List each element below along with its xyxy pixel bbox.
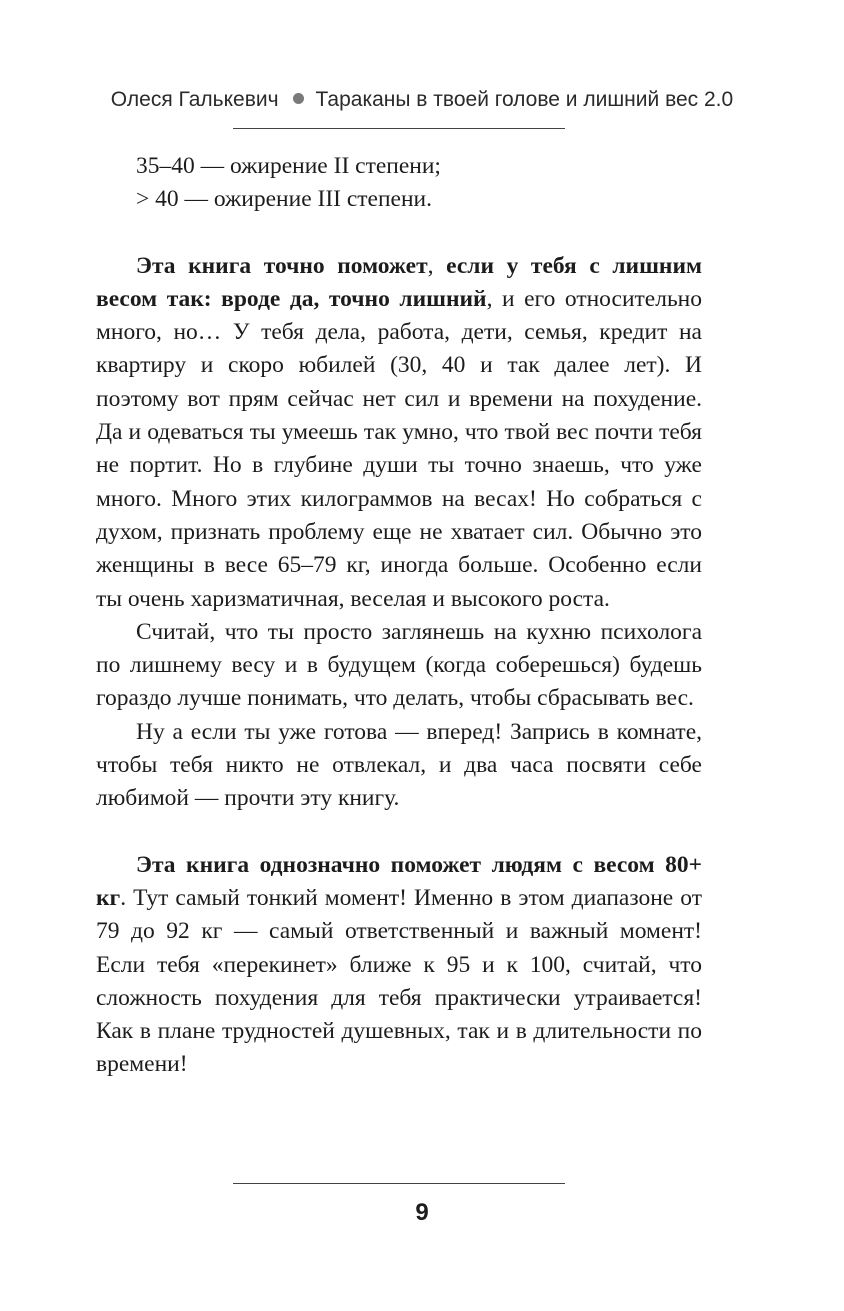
paragraph-gap bbox=[96, 217, 702, 250]
paragraph-4-text: . Тут самый тонкий момент! Именно в этом диапазоне от 79 до 92 кг — самый ответственный и важный момент! Если тебя «перекинет» ближе к 95 и к 100, считай, что сложность похудения для тебя практически утраивается! Как в плане трудностей душевных, так и в длительности по времени! bbox=[96, 884, 702, 1078]
paragraph-4 bbox=[96, 849, 702, 1082]
paragraph-4-bold-lead: Эта книга однозначно поможет людям с весом 80+ кг bbox=[96, 851, 702, 911]
running-header bbox=[0, 86, 844, 114]
bullet-dot-icon bbox=[293, 93, 304, 104]
paragraph-1-bold-lead: Эта книга точно поможет bbox=[136, 252, 428, 279]
paragraph-1-text: , и его относительно много, но… У тебя дела, работа, дети, семья, кредит на квартиру и скоро юбилей (30, 40 и так далее лет). И поэтому вот прям сейчас нет сил и времени на похудение. Да и одеваться ты умеешь так умно, что твой вес почти тебя не портит. Но в глубине души ты точно знаешь, что уже много. Много этих килограммов на весах! Но собраться с духом, признать проблему еще не хватает сил. Обычно это женщины в весе 65–79 кг, иногда больше. Особенно если ты очень харизматичная, веселая и высокого роста. bbox=[96, 285, 702, 612]
paragraph-1-separator: , bbox=[427, 252, 447, 279]
paragraph-1-bold-condition: если у тебя с лишним весом так: вроде да, точно лишний bbox=[96, 252, 703, 312]
header-book-title: Тараканы в твоей голове и лишний вес 2.0 bbox=[315, 88, 734, 111]
page-number: 9 bbox=[415, 1199, 429, 1226]
list-line-1: 35–40 — ожирение II степени; bbox=[136, 153, 441, 179]
paragraph-1 bbox=[96, 250, 702, 616]
page-body bbox=[96, 150, 702, 1082]
paragraph-3: Ну а если ты уже готова — вперед! Запрись в комнате, чтобы тебя никто не отвлекал, и два часа посвяти себе любимой — прочти эту книгу. bbox=[96, 718, 702, 812]
header-divider bbox=[233, 128, 565, 129]
paragraph-2: Считай, что ты просто заглянешь на кухню психолога по лишнему весу и в будущем (когда соберешься) будешь гораздо лучше понимать, что делать, чтобы сбрасывать вес. bbox=[96, 618, 702, 712]
list-line-2: > 40 — ожирение III степени. bbox=[136, 186, 433, 213]
paragraph-gap bbox=[96, 816, 702, 849]
header-author: Олеся Галькевич bbox=[110, 88, 279, 111]
footer-divider bbox=[233, 1183, 565, 1184]
